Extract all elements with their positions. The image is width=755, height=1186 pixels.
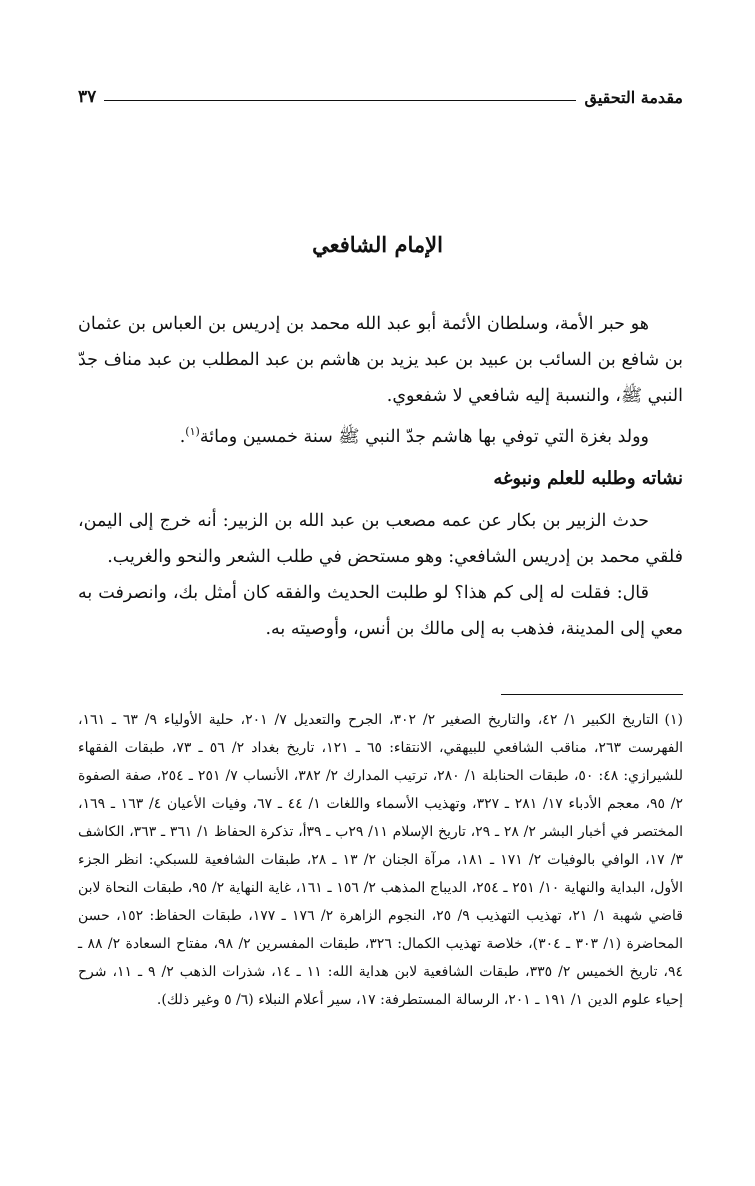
- header-rule: [104, 100, 576, 101]
- footnote-separator: [501, 694, 683, 695]
- main-text: [78, 306, 683, 647]
- paragraph-upbringing: حدث الزبير بن بكار عن عمه مصعب بن عبد الله بن الزبير: أنه خرج إلى اليمن، فلقي محمد بن إدريس الشافعي: وهو مستحض في طلب الشعر والنحو والغريب.: [78, 510, 683, 567]
- running-header: [78, 84, 683, 110]
- footnote-mark: (١): [664, 712, 683, 728]
- footnote-reference: (١): [185, 425, 200, 438]
- birth-text: وولد بغزة التي توفي بها هاشم جدّ النبي ﷺ سنة خمسين ومائة: [199, 426, 649, 447]
- paragraph-advice: قال: فقلت له إلى كم هذا؟ لو طلبت الحديث والفقه كان أمثل بك، وانصرفت به معي إلى المدينة، فذهب به إلى مالك بن أنس، وأوصيته به.: [78, 582, 683, 639]
- chapter-title: الإمام الشافعي: [312, 232, 443, 257]
- page-number: ٣٧: [78, 87, 97, 107]
- birth-text-end: .: [179, 426, 186, 447]
- running-title: مقدمة التحقيق: [584, 87, 683, 107]
- section-heading: نشاته وطلبه للعلم ونبوغه: [493, 467, 683, 489]
- paragraph-lineage: هو حبر الأمة، وسلطان الأئمة أبو عبد الله محمد بن إدريس بن العباس بن عثمان بن شافع بن السائب بن عبيد بن عبد يزيد بن هاشم بن عبد المطلب بن عبد مناف جدّ النبي ﷺ، والنسبة إليه شافعي لا شفعوي.: [78, 314, 683, 406]
- footnote: [78, 706, 683, 1014]
- footnote-text: التاريخ الكبير ١/ ٤٢، والتاريخ الصغير ٢/ ٣٠٢، الجرح والتعديل ٧/ ٢٠١، حلية الأولياء ٩/ ٦٣ ـ ١٦١، الفهرست ٢٦٣، مناقب الشافعي للبيهقي، الانتقاء: ٦٥ ـ ١٢١، تاريخ بغداد ٢/ ٥٦ ـ ٧٣، طبقات الفقهاء للشيرازي: ٤٨: ٥٠، طبقات الحنابلة ١/ ٢٨٠، ترتيب المدارك ٢/ ٣٨٢، الأنساب ٧/ ٢٥١ ـ ٢٥٤، صفة الصفوة ٢/ ٩٥، معجم الأدباء ١٧/ ٢٨١ ـ ٣٢٧، وتهذيب الأسماء واللغات ١/ ٤٤ ـ ٦٧، وفيات الأعيان ٤/ ١٦٣ ـ ١٦٩، المختصر في أخبار البشر ٢/ ٢٨ ـ ٢٩، تاريخ الإسلام ١١/ ٢٩ب ـ ٣٩أ، تذكرة الحفاظ ١/ ٣٦١ ـ ٣٦٣، الكاشف ٣/ ١٧، الوافي بالوفيات ٢/ ١٧١ ـ ١٨١، مرآة الجنان ٢/ ١٣ ـ ٢٨، طبقات الشافعية للسبكي: انظر الجزء الأول، البداية والنهاية ١٠/ ٢٥١ ـ ٢٥٤، الديباج المذهب ٢/ ١٥٦ ـ ١٦١، غاية النهاية ٢/ ٩٥، طبقات النحاة لابن قاضي شهبة ١/ ٢١، تهذيب التهذيب ٩/ ٢٥، النجوم الزاهرة ٢/ ١٧٦ ـ ١٧٧، طبقات الحفاظ: ١٥٢، حسن المحاضرة (١/ ٣٠٣ ـ ٣٠٤)، خلاصة تهذيب الكمال: ٣٢٦، طبقات المفسرين ٢/ ٩٨، مفتاح السعادة ٢/ ٨٨ ـ ٩٤، تاريخ الخميس ٢/ ٣٣٥، طبقات الشافعية لابن هداية الله: ١١ ـ ١٤، شذرات الذهب ٢/ ٩ ـ ١١، شرح إحياء علوم الدين ١/ ١٩١ ـ ٢٠١، الرسالة المستطرفة: ١٧، سير أعلام النبلاء (٦/ ٥ وغير ذلك).: [78, 712, 684, 1008]
- paragraph-birth: [78, 414, 683, 455]
